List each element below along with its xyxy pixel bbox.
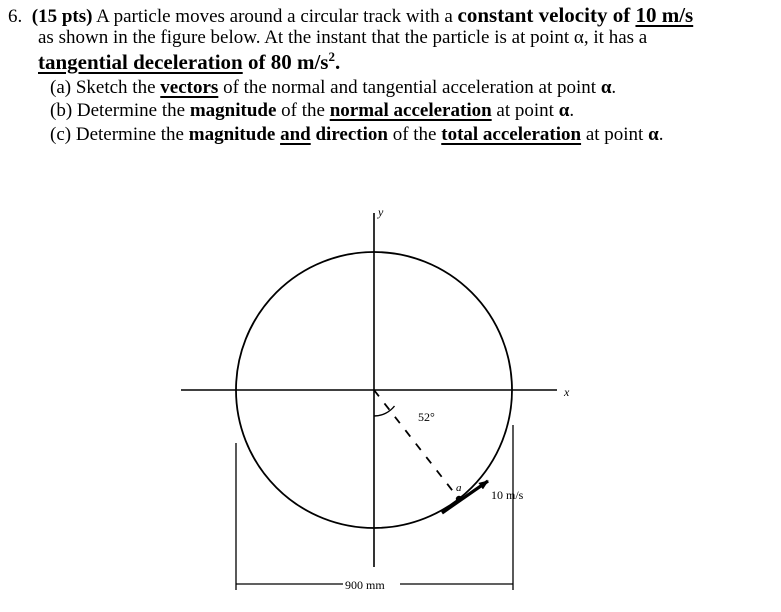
part-a-text-2: of the normal and tangential acceleration at point <box>218 77 601 98</box>
part-b-text-1: Determine the <box>72 100 190 121</box>
problem-line-2: as shown in the figure below. At the instant that the particle is at point α, it has a <box>38 27 648 48</box>
part-b-magnitude: magnitude <box>189 100 277 121</box>
tangential-deceleration-text: tangential deceleration <box>38 50 243 74</box>
x-axis-label: x <box>564 385 570 399</box>
part-c-magnitude: magnitude <box>188 124 276 145</box>
deceleration-value: of 80 m/s <box>242 50 329 74</box>
part-c-text-6: . <box>658 124 664 145</box>
problem-intro: A particle moves around a circular track with a <box>92 6 458 27</box>
part-b-normal-acceleration: normal acceleration <box>329 100 492 121</box>
constant-velocity-text: constant velocity <box>457 3 608 27</box>
problem-points: (15 pts) <box>31 6 93 27</box>
part-c-point: α <box>648 124 659 145</box>
speed-value: 10 m/s <box>635 3 694 27</box>
point-a-label: a <box>456 482 462 494</box>
part-c-text-5: at point <box>581 124 649 145</box>
of-word: of <box>607 3 636 27</box>
part-a-text-3: . <box>611 77 617 98</box>
part-c-and: and <box>280 124 311 145</box>
diameter-label: 900 mm <box>345 578 385 592</box>
part-a-text-1: Sketch the <box>71 77 161 98</box>
part-b-text-4: . <box>569 100 575 121</box>
part-b-text-2: of the <box>276 100 330 121</box>
part-c-text-4: of the <box>387 124 442 145</box>
deceleration-end: . <box>334 50 341 74</box>
part-c-total-acceleration: total acceleration <box>441 124 582 145</box>
radius-line <box>374 390 459 499</box>
part-a-vectors: vectors <box>160 77 219 98</box>
problem-number: 6. <box>8 6 23 27</box>
part-a-point: α <box>600 77 612 98</box>
y-axis-label: y <box>378 205 384 219</box>
deceleration-exponent: 2 <box>328 49 335 64</box>
angle-arc <box>374 406 395 416</box>
part-b-text-3: at point <box>491 100 559 121</box>
part-c-label: (c) <box>50 124 72 145</box>
part-b-point: α <box>558 100 570 121</box>
angle-label: 52° <box>418 410 435 424</box>
part-b-label: (b) <box>50 100 73 121</box>
part-c-text-1: Determine the <box>71 124 189 145</box>
part-c-direction: direction <box>315 124 388 145</box>
part-a-label: (a) <box>50 77 72 98</box>
velocity-label: 10 m/s <box>491 488 524 502</box>
